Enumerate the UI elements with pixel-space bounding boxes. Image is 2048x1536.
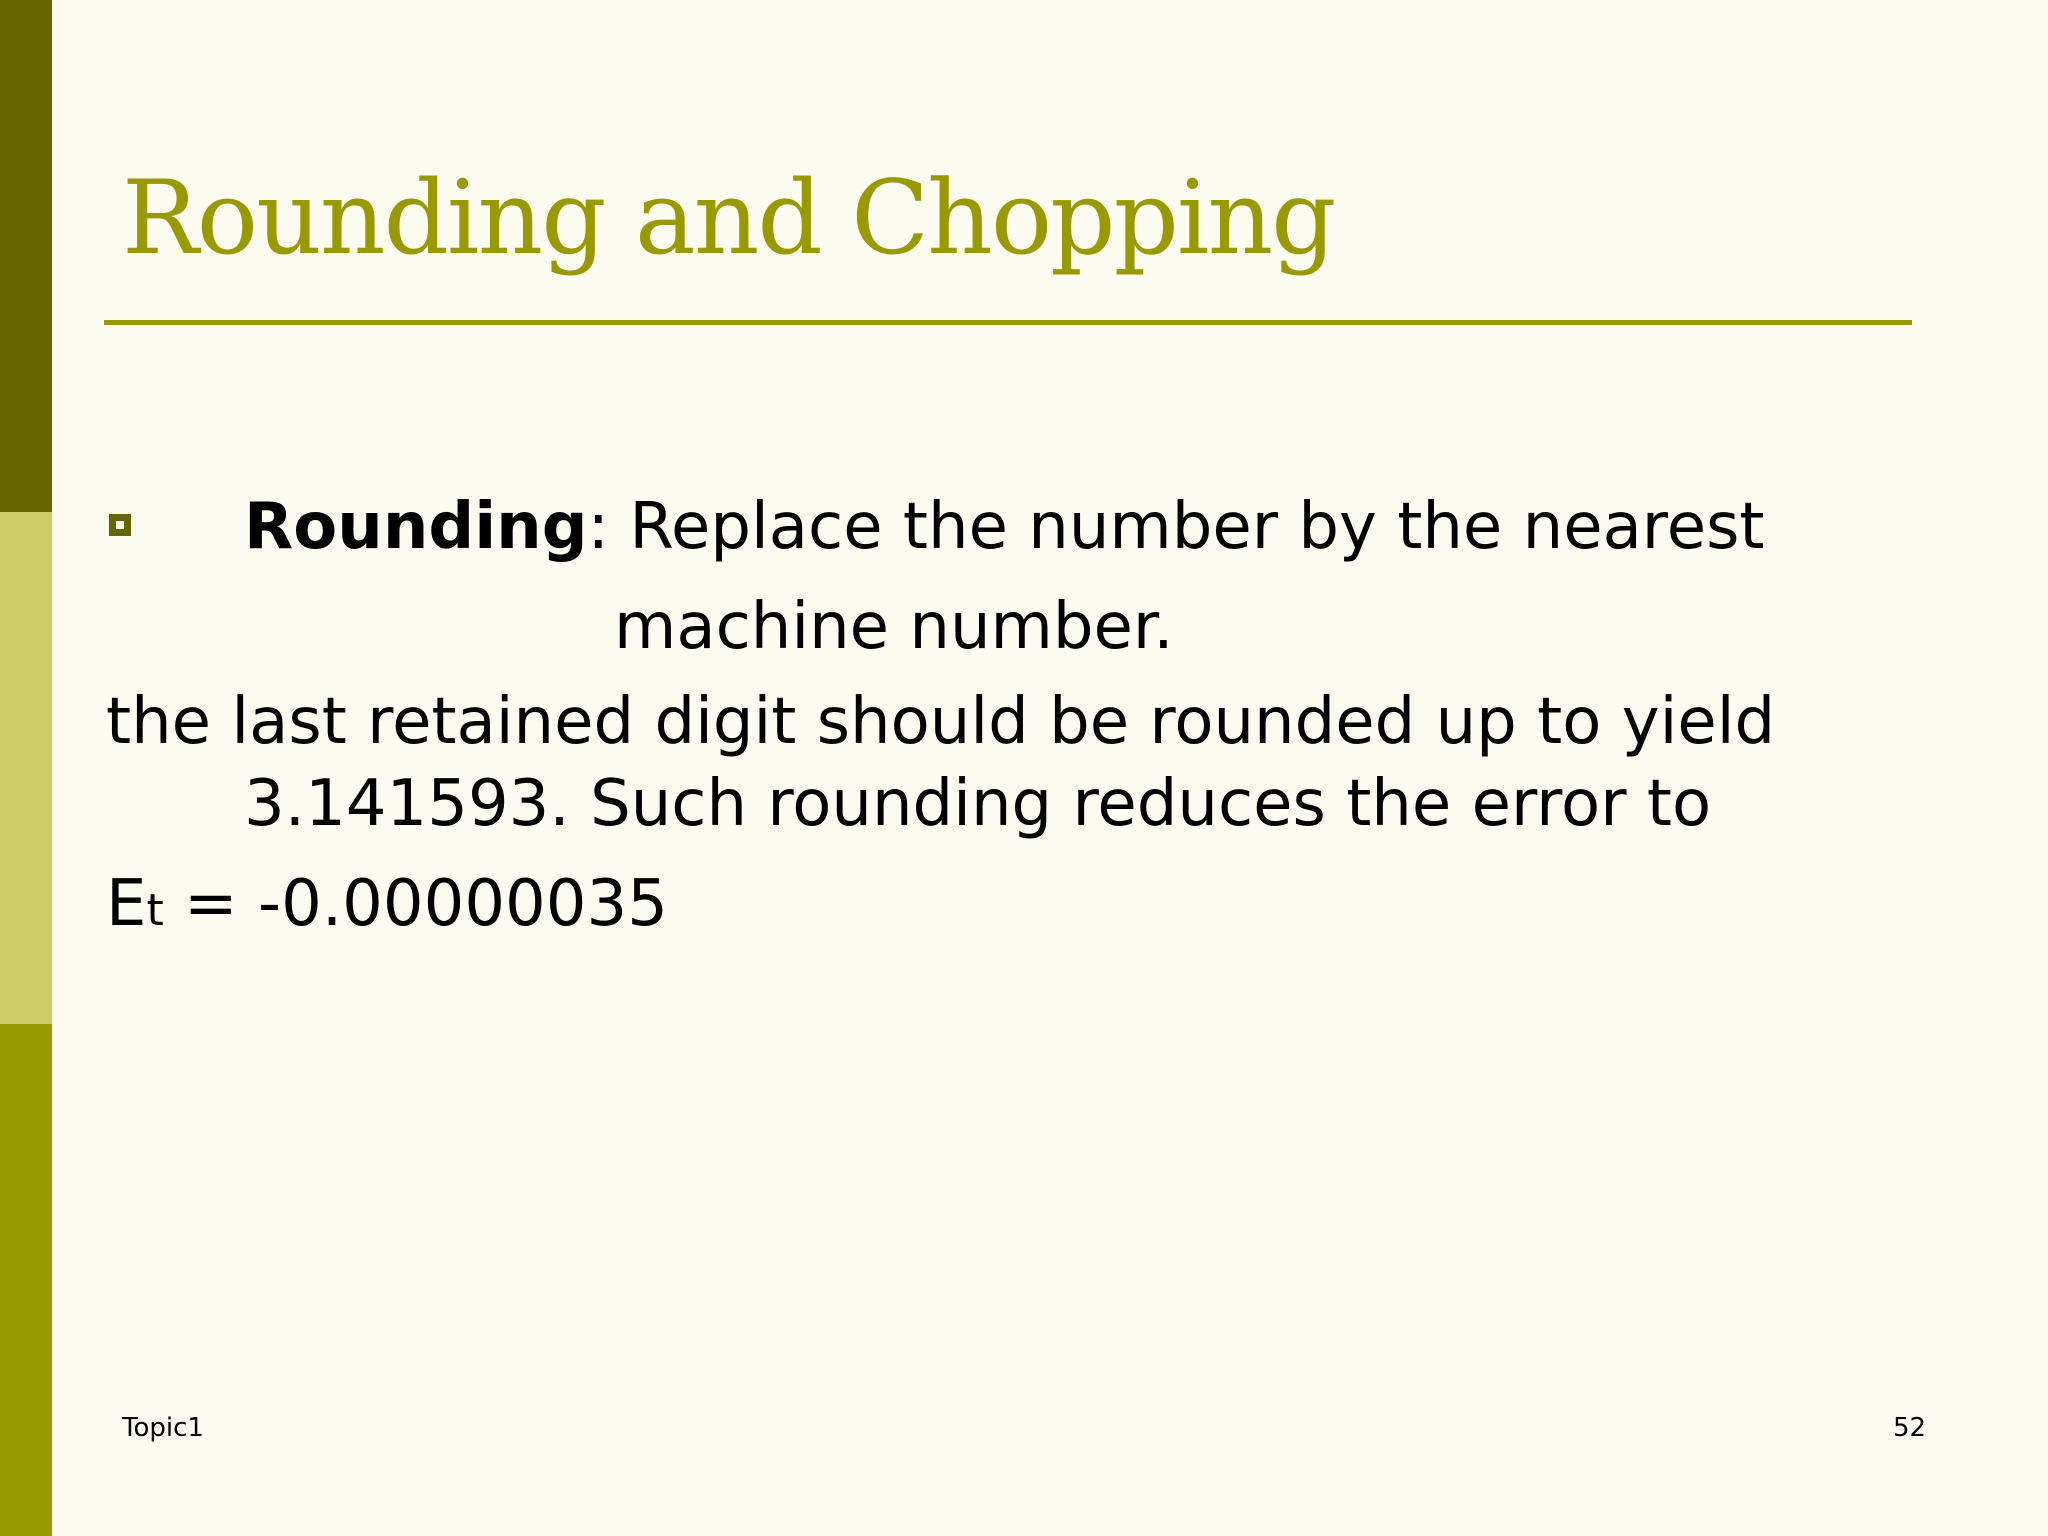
- slide-title: Rounding and Chopping: [122, 159, 1335, 278]
- accent-bar-bottom-segment: [0, 1024, 52, 1536]
- error-symbol: E: [106, 867, 147, 941]
- rounding-definition-part1: : Replace the number by the nearest: [587, 490, 1765, 564]
- square-bullet-icon: [109, 514, 131, 536]
- error-subscript: t: [146, 885, 164, 936]
- left-accent-bar: [0, 0, 52, 1536]
- accent-bar-middle-segment: [0, 512, 52, 1024]
- page-number: 52: [1893, 1413, 1927, 1443]
- error-value: = -0.00000035: [163, 867, 668, 941]
- rounding-term: Rounding: [244, 490, 588, 564]
- footer-topic: Topic1: [122, 1413, 204, 1443]
- error-equation: [106, 867, 668, 941]
- bullet-line-2: machine number.: [614, 590, 1174, 664]
- paragraph-line-2: 3.141593. Such rounding reduces the error to: [244, 767, 1712, 841]
- title-underline: [104, 320, 1912, 325]
- bullet-line-1: [244, 490, 1765, 564]
- accent-bar-top-segment: [0, 0, 52, 512]
- paragraph-line-1: the last retained digit should be rounded up to yield: [106, 685, 1776, 759]
